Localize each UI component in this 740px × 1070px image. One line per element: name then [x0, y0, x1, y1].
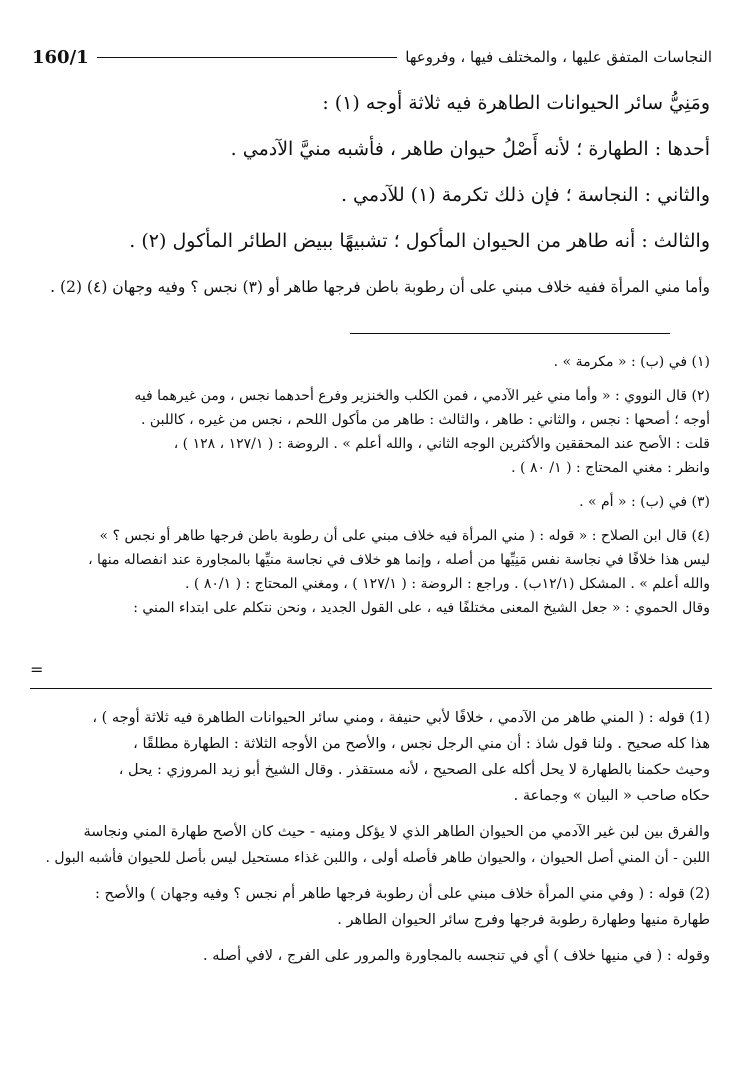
commentary-paragraph — [34, 943, 710, 969]
running-title: النجاسات المتفق عليها ، والمختلف فيها ، وفروعها — [405, 48, 712, 66]
commentary-line: اللبن - أن المني أصل الحيوان ، والحيوان طاهر فأصله أولى ، واللبن غذاء مستحيل ليس بأصل للحيوان فأشبه البول . — [45, 850, 710, 866]
footnotes — [34, 350, 710, 620]
commentary-line: حكاه صاحب « البيان » وجماعة . — [513, 788, 710, 804]
commentary-note-2 — [34, 881, 710, 933]
footnote-line: (١) في (ب) : « مكرمة » . — [553, 354, 710, 370]
main-line: أحدها : الطهارة ؛ لأنه أَصْلُ حيوان طاهر ، فأشبه منيَّ الآدمي . — [230, 138, 710, 160]
commentary-line: (1) قوله : ( المني طاهر من الآدمي ، خلافًا لأبي حنيفة ، ومني سائر الحيوانات الطاهرة فيه ثلاثة أوجه ) ، — [92, 710, 710, 726]
main-line: ومَنِيُّ سائر الحيوانات الطاهرة فيه ثلاثة أوجه (١) : — [322, 92, 710, 114]
footnote-line: أوجه ؛ أصحها : نجس ، والثاني : طاهر ، والثالث : طاهر من مأكول اللحم ، نجس من غيره ، كاللبن . — [141, 412, 710, 428]
commentary-note-1 — [34, 705, 710, 809]
main-text — [34, 80, 710, 310]
footnote-line: وقال الحموي : « جعل الشيخ المعنى مختلفًا فيه ، على القول الجديد ، ونحن نتكلم على ابتداء المني : — [133, 600, 710, 616]
footnote-line: وانظر : مغني المحتاج : ( ١/ ٨٠ ) . — [511, 460, 710, 476]
commentary-separator — [30, 688, 712, 689]
commentary-line: وحيث حكمنا بالطهارة لا يحل أكله على الصحيح ، لأنه مستقذر . وقال الشيخ أبو زيد المروزي : يحل ، — [118, 762, 710, 778]
footnote-line: قلت : الأصح عند المحققين والأكثرين الوجه الثاني ، والله أعلم » . الروضة : ( ١٢٧/١ ، ١٢٨ ) ، — [173, 436, 710, 452]
commentary-line: طهارة منيها وطهارة رطوبة فرجها وفرج سائر الحيوان الطاهر . — [337, 912, 710, 928]
footnote-2 — [34, 384, 710, 480]
main-line: والثاني : النجاسة ؛ فإن ذلك تكرمة (١) للآدمي . — [340, 184, 710, 206]
footnote-line: (٤) قال ابن الصلاح : « قوله : ( مني المرأة فيه خلاف مبني على أن رطوبة باطن فرجها طاهر أو نجس ؟ » — [99, 528, 710, 544]
footnote-separator — [350, 333, 670, 334]
running-header — [32, 44, 712, 70]
main-line: وأما مني المرأة ففيه خلاف مبني على أن رطوبة باطن فرجها طاهر أو (٣) نجس ؟ وفيه وجهان (٤) (2) . — [50, 278, 710, 296]
footnote-1 — [34, 350, 710, 374]
commentary-line: هذا كله صحيح . ولنا قول شاذ : أن مني الرجل نجس ، والأصح من الأوجه الثلاثة : الطهارة مطلقًا ، — [133, 736, 710, 752]
main-line: والثالث : أنه طاهر من الحيوان المأكول ؛ تشبيهًا ببيض الطائر المأكول (٢) . — [129, 230, 710, 252]
commentary-line: والفرق بين لبن غير الآدمي من الحيوان الطاهر الذي لا يؤكل ومنيه - حيث كان الأصح طهارة المني ونجاسة — [83, 824, 710, 840]
commentary-line: وقوله : ( في منيها خلاف ) أي في تنجسه بالمجاورة والمرور على الفرج ، لافي أصله . — [203, 948, 710, 964]
footnote-line: ليس هذا خلافًا في نجاسة نفس مَنِيِّها من أصله ، وإنما هو خلاف في نجاسة منيِّها بالمجاورة عند انفصاله منها ، — [88, 552, 710, 568]
commentary — [34, 705, 710, 969]
header-rule — [97, 57, 398, 58]
footnote-line: (٢) قال النووي : « وأما مني غير الآدمي ، فمن الكلب والخنزير وفرع أحدهما نجس ، ومن غيرهما فيه — [134, 388, 710, 404]
footnote-line: (٣) في (ب) : « أم » . — [579, 494, 710, 510]
continuation-mark: = — [30, 660, 44, 679]
footnote-line: والله أعلم » . المشكل (١٢/١ب) . وراجع : الروضة : ( ١٢٧/١ ) ، ومغني المحتاج : ( ٨٠/١ ) . — [185, 576, 710, 592]
commentary-line: (2) قوله : ( وفي مني المرأة خلاف مبني على أن رطوبة فرجها طاهر أم نجس ؟ وفيه وجهان ) والأصح : — [94, 886, 710, 902]
footnote-4 — [34, 524, 710, 620]
commentary-paragraph — [34, 819, 710, 871]
footnote-3 — [34, 490, 710, 514]
page-number: 160/1 — [32, 46, 89, 68]
